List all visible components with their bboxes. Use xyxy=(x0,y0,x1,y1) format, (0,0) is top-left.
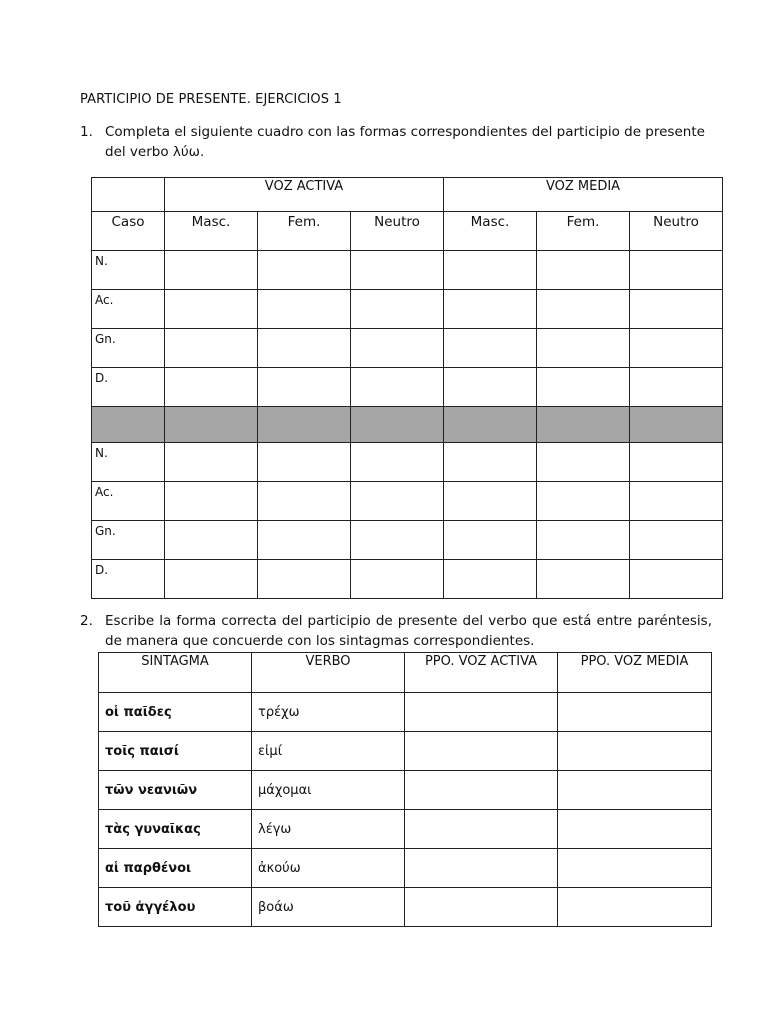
answer-cell[interactable] xyxy=(558,771,712,810)
column-header: Fem. xyxy=(537,212,630,251)
table-row xyxy=(99,732,712,771)
sintagma-cell: αἱ παρθένοι xyxy=(99,849,252,888)
answer-cell[interactable] xyxy=(351,560,444,599)
answer-cell[interactable] xyxy=(444,368,537,407)
answer-cell[interactable] xyxy=(405,888,558,927)
answer-cell[interactable] xyxy=(444,329,537,368)
case-label: D. xyxy=(92,560,165,599)
sintagma-cell: τὰς γυναῖκας xyxy=(99,810,252,849)
column-header: PPO. VOZ MEDIA xyxy=(558,653,712,693)
answer-cell[interactable] xyxy=(537,329,630,368)
case-label: Gn. xyxy=(92,521,165,560)
answer-cell[interactable] xyxy=(258,521,351,560)
answer-cell[interactable] xyxy=(558,888,712,927)
table-row xyxy=(92,290,723,329)
answer-cell[interactable] xyxy=(258,482,351,521)
answer-cell[interactable] xyxy=(165,521,258,560)
verb-cell: λέγω xyxy=(252,810,405,849)
table-row xyxy=(92,482,723,521)
empty-corner-cell xyxy=(92,178,165,212)
answer-cell[interactable] xyxy=(165,560,258,599)
answer-cell[interactable] xyxy=(258,251,351,290)
voice-active-header: VOZ ACTIVA xyxy=(165,178,444,212)
answer-cell[interactable] xyxy=(558,849,712,888)
answer-cell[interactable] xyxy=(444,560,537,599)
column-header: Masc. xyxy=(444,212,537,251)
verb-cell: μάχομαι xyxy=(252,771,405,810)
question-1 xyxy=(80,122,720,162)
table-row xyxy=(99,888,712,927)
table-row xyxy=(99,771,712,810)
answer-cell[interactable] xyxy=(351,521,444,560)
answer-cell[interactable] xyxy=(351,368,444,407)
verb-cell: ἀκούω xyxy=(252,849,405,888)
answer-cell[interactable] xyxy=(258,368,351,407)
sintagma-cell: οἱ παῖδες xyxy=(99,693,252,732)
answer-cell[interactable] xyxy=(165,368,258,407)
answer-cell[interactable] xyxy=(630,560,723,599)
column-header: PPO. VOZ ACTIVA xyxy=(405,653,558,693)
table-row xyxy=(99,693,712,732)
table-row xyxy=(92,329,723,368)
answer-cell[interactable] xyxy=(537,290,630,329)
answer-cell[interactable] xyxy=(258,443,351,482)
answer-cell[interactable] xyxy=(630,329,723,368)
sintagma-table xyxy=(98,652,712,927)
answer-cell[interactable] xyxy=(405,810,558,849)
answer-cell[interactable] xyxy=(165,482,258,521)
table-row xyxy=(92,560,723,599)
answer-cell[interactable] xyxy=(444,521,537,560)
answer-cell[interactable] xyxy=(558,693,712,732)
answer-cell[interactable] xyxy=(405,732,558,771)
question-1-number: 1. xyxy=(80,124,93,140)
column-header: Masc. xyxy=(165,212,258,251)
answer-cell[interactable] xyxy=(444,251,537,290)
question-2-number: 2. xyxy=(80,613,93,629)
answer-cell[interactable] xyxy=(444,290,537,329)
answer-cell[interactable] xyxy=(351,443,444,482)
column-header: Fem. xyxy=(258,212,351,251)
column-header: Neutro xyxy=(630,212,723,251)
separator-row xyxy=(92,407,723,443)
table-row xyxy=(92,443,723,482)
sintagma-cell: τῶν νεανιῶν xyxy=(99,771,252,810)
answer-cell[interactable] xyxy=(558,732,712,771)
answer-cell[interactable] xyxy=(630,443,723,482)
answer-cell[interactable] xyxy=(165,329,258,368)
answer-cell[interactable] xyxy=(537,251,630,290)
table-row xyxy=(92,368,723,407)
answer-cell[interactable] xyxy=(537,368,630,407)
column-header: Neutro xyxy=(351,212,444,251)
question-2-text: Escribe la forma correcta del participio de presente del verbo que está entre paréntesis, de manera que concuerde con los sintagmas correspondientes. xyxy=(105,613,712,649)
answer-cell[interactable] xyxy=(165,290,258,329)
answer-cell[interactable] xyxy=(165,251,258,290)
case-label: N. xyxy=(92,443,165,482)
answer-cell[interactable] xyxy=(537,560,630,599)
answer-cell[interactable] xyxy=(444,482,537,521)
verb-cell: τρέχω xyxy=(252,693,405,732)
answer-cell[interactable] xyxy=(351,482,444,521)
table-row xyxy=(99,810,712,849)
answer-cell[interactable] xyxy=(630,368,723,407)
verb-cell: εἰμί xyxy=(252,732,405,771)
answer-cell[interactable] xyxy=(258,329,351,368)
answer-cell[interactable] xyxy=(351,290,444,329)
table-row xyxy=(92,251,723,290)
question-2 xyxy=(80,611,712,651)
case-label: D. xyxy=(92,368,165,407)
answer-cell[interactable] xyxy=(630,482,723,521)
sintagma-cell: τοῖς παισί xyxy=(99,732,252,771)
answer-cell[interactable] xyxy=(558,810,712,849)
answer-cell[interactable] xyxy=(537,521,630,560)
answer-cell[interactable] xyxy=(630,290,723,329)
answer-cell[interactable] xyxy=(165,443,258,482)
answer-cell[interactable] xyxy=(258,560,351,599)
answer-cell[interactable] xyxy=(405,849,558,888)
case-label: Gn. xyxy=(92,329,165,368)
table-row xyxy=(92,521,723,560)
answer-cell[interactable] xyxy=(351,251,444,290)
answer-cell[interactable] xyxy=(405,771,558,810)
sintagma-cell: τοῦ ἀγγέλου xyxy=(99,888,252,927)
column-header: SINTAGMA xyxy=(99,653,252,693)
answer-cell[interactable] xyxy=(630,251,723,290)
case-label: Ac. xyxy=(92,482,165,521)
participle-table xyxy=(91,177,723,599)
answer-cell[interactable] xyxy=(258,290,351,329)
answer-cell[interactable] xyxy=(537,443,630,482)
answer-cell[interactable] xyxy=(444,443,537,482)
column-header: Caso xyxy=(92,212,165,251)
verb-cell: βοάω xyxy=(252,888,405,927)
question-1-text: Completa el siguiente cuadro con las formas correspondientes del participio de presente del verbo λύω. xyxy=(105,124,705,160)
answer-cell[interactable] xyxy=(351,329,444,368)
page-title: PARTICIPIO DE PRESENTE. EJERCICIOS 1 xyxy=(80,92,342,107)
answer-cell[interactable] xyxy=(537,482,630,521)
answer-cell[interactable] xyxy=(405,693,558,732)
answer-cell[interactable] xyxy=(630,521,723,560)
column-header: VERBO xyxy=(252,653,405,693)
table-row xyxy=(99,849,712,888)
case-label: N. xyxy=(92,251,165,290)
case-label: Ac. xyxy=(92,290,165,329)
voice-middle-header: VOZ MEDIA xyxy=(444,178,723,212)
